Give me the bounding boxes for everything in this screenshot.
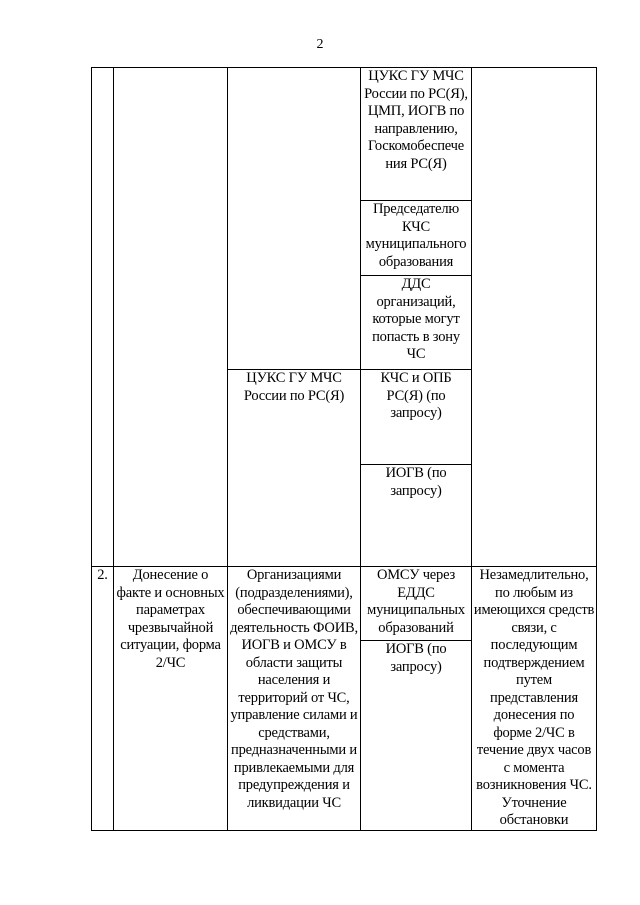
recipient-cell: ДДС организаций, которые могут попасть в зону ЧС — [361, 276, 472, 370]
number-cell: 2. — [92, 567, 114, 831]
recipient-cell: Председателю КЧС муниципального образования — [361, 201, 472, 276]
recipient-cell: ИОГВ (по запросу) — [361, 465, 472, 567]
document-cell — [114, 68, 228, 567]
recipient-cell: КЧС и ОПБ РС(Я) (по запросу) — [361, 370, 472, 465]
table-row — [92, 68, 597, 201]
recipient-cell: ЦУКС ГУ МЧС России по РС(Я), ЦМП, ИОГВ по направлению, Госкомобеспече ния РС(Я) — [361, 68, 472, 201]
deadline-cell — [472, 68, 597, 567]
number-cell — [92, 68, 114, 567]
recipient-cell: ИОГВ (по запросу) — [361, 641, 472, 830]
page-number: 2 — [316, 37, 324, 52]
document-cell: Донесение о факте и основных параметрах чрезвычайной ситуации, форма 2/ЧС — [114, 567, 228, 831]
report-table — [91, 67, 597, 831]
deadline-cell: Незамедлительно, по любым из имеющихся средств связи, с последующим подтверждением путем представления донесения по форме 2/ЧС в течение двух часов с момента возникновения ЧС. Уточнение обстановки — [472, 567, 597, 831]
sender-cell: ЦУКС ГУ МЧС России по РС(Я) — [228, 370, 361, 567]
sender-cell — [228, 68, 361, 370]
sender-cell: Организациями (подразделениями), обеспечивающими деятельность ФОИВ, ИОГВ и ОМСУ в области защиты населения и территорий от ЧС, управление силами и средствами, предназначенными и привлекаемыми для предупреждения и ликвидации ЧС — [228, 567, 361, 831]
recipient-cell: ОМСУ через ЕДДС муниципальных образований — [361, 567, 472, 641]
table-row — [92, 567, 597, 641]
